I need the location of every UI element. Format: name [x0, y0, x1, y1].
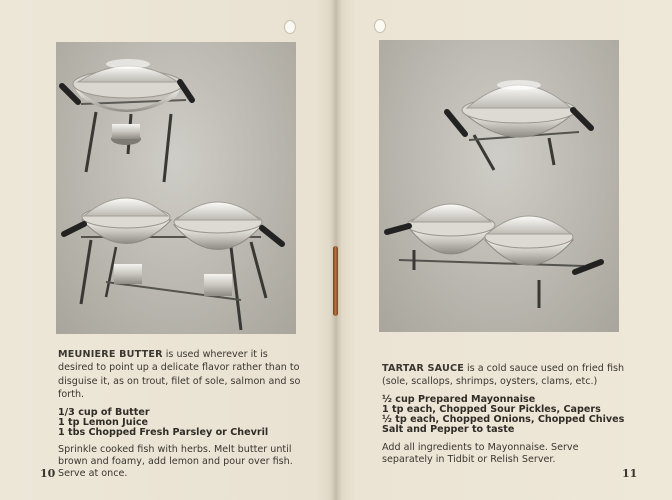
left-recipe-text: [58, 348, 304, 480]
recipe-title: TARTAR SAUCE: [382, 363, 464, 374]
recipe-description: is a cold sauce used on fried fish (sole, scallops, shrimps, oysters, clams, etc.): [382, 363, 625, 388]
page-number-left: 10: [40, 467, 56, 480]
recipe-instructions: Sprinkle cooked fish with herbs. Melt butter until brown and foamy, add lemon and pour over fish. Serve at once.: [58, 444, 293, 480]
binding-staple: [333, 246, 338, 316]
ingredient-item: 1 tp each, Chopped Sour Pickles, Capers: [382, 404, 601, 416]
recipe-instructions: Add all ingredients to Mayonnaise. Serve separately in Tidbit or Relish Server.: [382, 441, 579, 465]
recipe-description: is used wherever it is desired to point up a delicate flavor rather than to disguise it, as on trout, filet of sole, salmon and so forth.: [58, 349, 301, 401]
ingredient-item: ½ tp each, Chopped Onions, Chopped Chives: [382, 414, 625, 426]
recipe-title: MEUNIERE BUTTER: [58, 349, 163, 360]
recipe-intro: [382, 362, 632, 389]
recipe-intro: [58, 348, 304, 402]
ingredient-item: 1/3 cup of Butter: [58, 406, 150, 418]
ingredient-item: 1 tp Lemon Juice: [58, 416, 149, 428]
left-product-photo: [56, 42, 296, 334]
ingredient-item: ½ cup Prepared Mayonnaise: [382, 393, 536, 405]
ingredient-item: 1 tbs Chopped Fresh Parsley or Chevril: [58, 427, 269, 439]
ingredient-item: Salt and Pepper to taste: [382, 424, 515, 436]
relish-server: [387, 204, 601, 308]
double-chafing-dish: [64, 198, 282, 330]
right-product-photo: [379, 40, 619, 332]
punch-hole-right: [374, 19, 386, 33]
ingredient-list: [58, 408, 304, 439]
right-page: [336, 0, 672, 500]
tidbit-server: [447, 80, 591, 170]
punch-hole-left: [284, 20, 296, 34]
page-number-right: 11: [622, 467, 638, 480]
server-illustration: [379, 40, 619, 332]
ingredient-list: [382, 395, 632, 436]
chafing-dish-illustration: [56, 42, 296, 334]
single-chafing-dish: [62, 59, 192, 182]
right-recipe-text: [382, 362, 632, 466]
